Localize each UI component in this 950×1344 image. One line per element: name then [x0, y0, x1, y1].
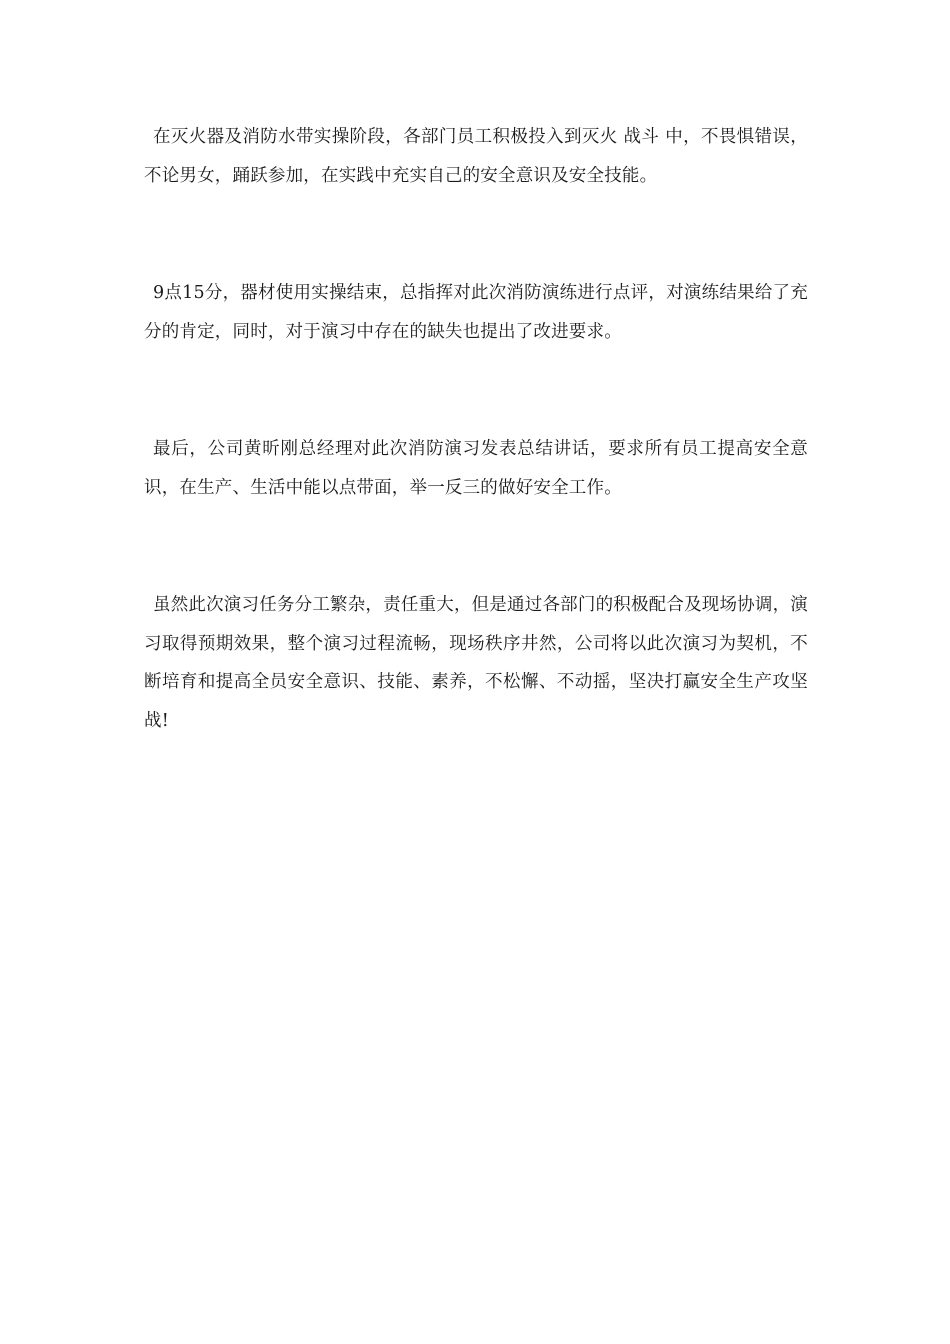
paragraph-conclusion: 虽然此次演习任务分工繁杂，责任重大，但是通过各部门的积极配合及现场协调，演习取得预期效果，整个演习过程流畅，现场秩序井然，公司将以此次演习为契机，不断培育和提高全员安全意识、技能、素养，不松懈、不动摇，坚决打赢安全生产攻坚战! — [144, 595, 808, 731]
paragraph-drill-review: 9点15分，器材使用实操结束，总指挥对此次消防演练进行点评，对演练结果给了充分的肯定，同时，对于演习中存在的缺失也提出了改进要求。 — [144, 283, 808, 342]
paragraph-drill-practice: 在灭火器及消防水带实操阶段，各部门员工积极投入到灭火 战斗 中，不畏惧错误，不论男女，踊跃参加，在实践中充实自己的安全意识及安全技能。 — [144, 127, 808, 186]
paragraph-manager-speech: 最后，公司黄昕刚总经理对此次消防演习发表总结讲话，要求所有员工提高安全意识，在生产、生活中能以点带面，举一反三的做好安全工作。 — [144, 439, 808, 498]
document-body — [144, 118, 808, 819]
